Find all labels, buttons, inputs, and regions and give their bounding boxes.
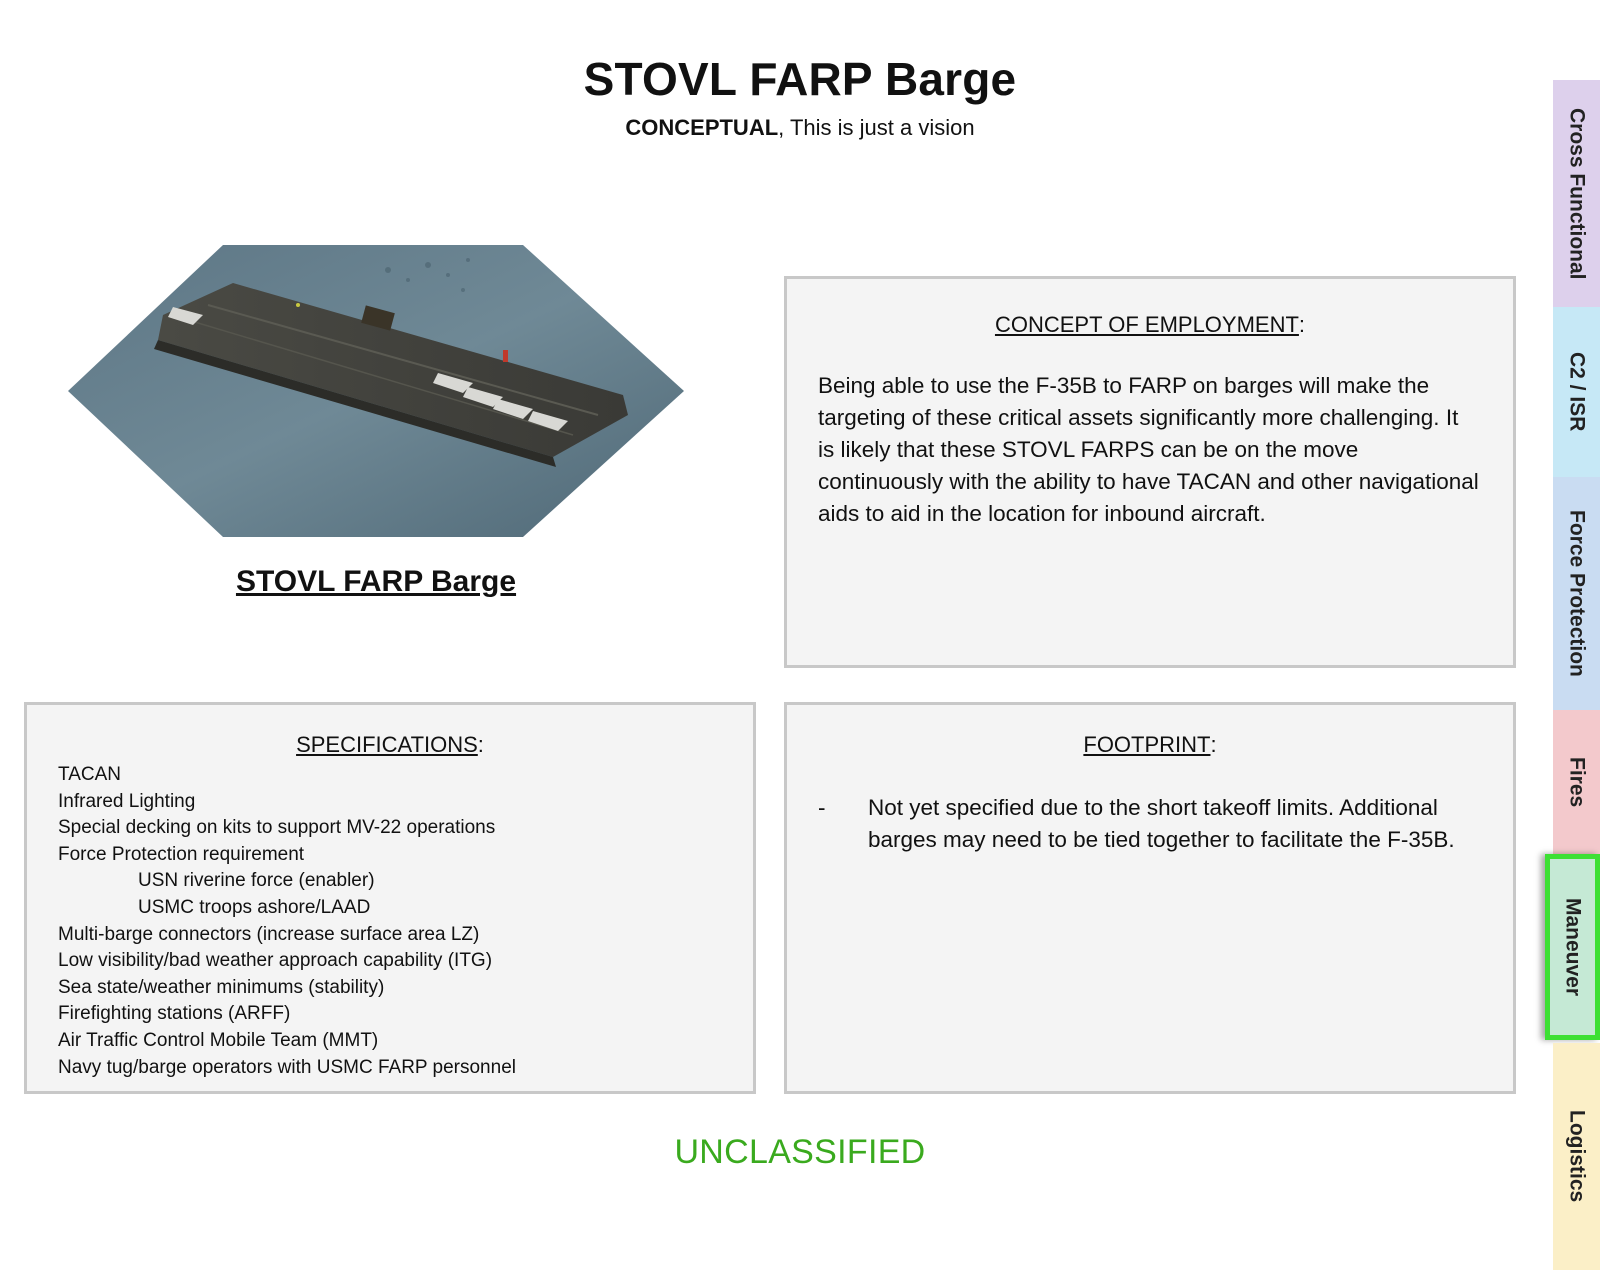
footprint-text: Not yet specified due to the short takeoff limits. Additional barges may need to be tied together to facilitate the F-35B. (868, 795, 1455, 852)
page-subtitle (0, 115, 1600, 141)
subtitle-text: , This is just a vision (778, 115, 975, 140)
subtitle-emphasis: CONCEPTUAL (625, 115, 779, 140)
list-item: Air Traffic Control Mobile Team (MMT) (58, 1029, 379, 1051)
footprint-item (818, 792, 1483, 856)
classification-banner: UNCLASSIFIED (674, 1133, 926, 1171)
tab-label: Fires (1565, 757, 1589, 808)
tab-maneuver[interactable] (1545, 854, 1600, 1040)
tab-label: Maneuver (1561, 897, 1585, 997)
concept-heading: CONCEPT OF EMPLOYMENT: (994, 312, 1306, 337)
list-item: Sea state/weather minimums (stability) (58, 976, 385, 998)
tab-label: Force Protection (1565, 510, 1589, 677)
barge-illustration (68, 245, 684, 537)
tab-label: C2 / ISR (1565, 352, 1589, 432)
list-item: Firefighting stations (ARFF) (58, 1003, 291, 1025)
bullet-dash: - (818, 795, 826, 820)
page-title: STOVL FARP Barge (583, 53, 1017, 105)
concept-of-employment-panel (784, 276, 1516, 668)
list-item: TACAN (58, 764, 121, 785)
tab-c2-isr[interactable] (1553, 307, 1600, 477)
tab-label: Cross Functional (1565, 107, 1589, 280)
list-item: Low visibility/bad weather approach capability (ITG) (58, 950, 493, 972)
list-item: USN riverine force (enabler) (138, 870, 375, 892)
tab-force-protection[interactable] (1553, 477, 1600, 710)
specifications-list (58, 762, 753, 1081)
list-item: USMC troops ashore/LAAD (138, 896, 371, 918)
tab-logistics[interactable] (1553, 1043, 1600, 1270)
tab-cross-functional[interactable] (1553, 80, 1600, 307)
concept-body: Being able to use the F-35B to FARP on barges will make the targeting of these critical assets significantly more challenging. It is likely that these STOVL FARPS can be on the move continuously with the ability to have TACAN and other navigational aids to aid in the location for inbound aircraft. (818, 373, 1479, 526)
list-item: Special decking on kits to support MV-22 operations (58, 817, 496, 839)
specifications-heading: SPECIFICATIONS: (296, 732, 484, 757)
specifications-panel (24, 702, 756, 1094)
list-item: Multi-barge connectors (increase surface area LZ) (58, 923, 480, 945)
list-item: Force Protection requirement (58, 843, 305, 865)
image-caption: STOVL FARP Barge (235, 565, 517, 598)
list-item: Infrared Lighting (58, 790, 196, 812)
footprint-heading: FOOTPRINT: (1083, 732, 1217, 757)
footprint-panel (784, 702, 1516, 1094)
barge-image (68, 245, 684, 537)
list-item: Navy tug/barge operators with USMC FARP personnel (58, 1056, 516, 1078)
tab-fires[interactable] (1553, 710, 1600, 855)
tab-label: Logistics (1565, 1110, 1589, 1203)
